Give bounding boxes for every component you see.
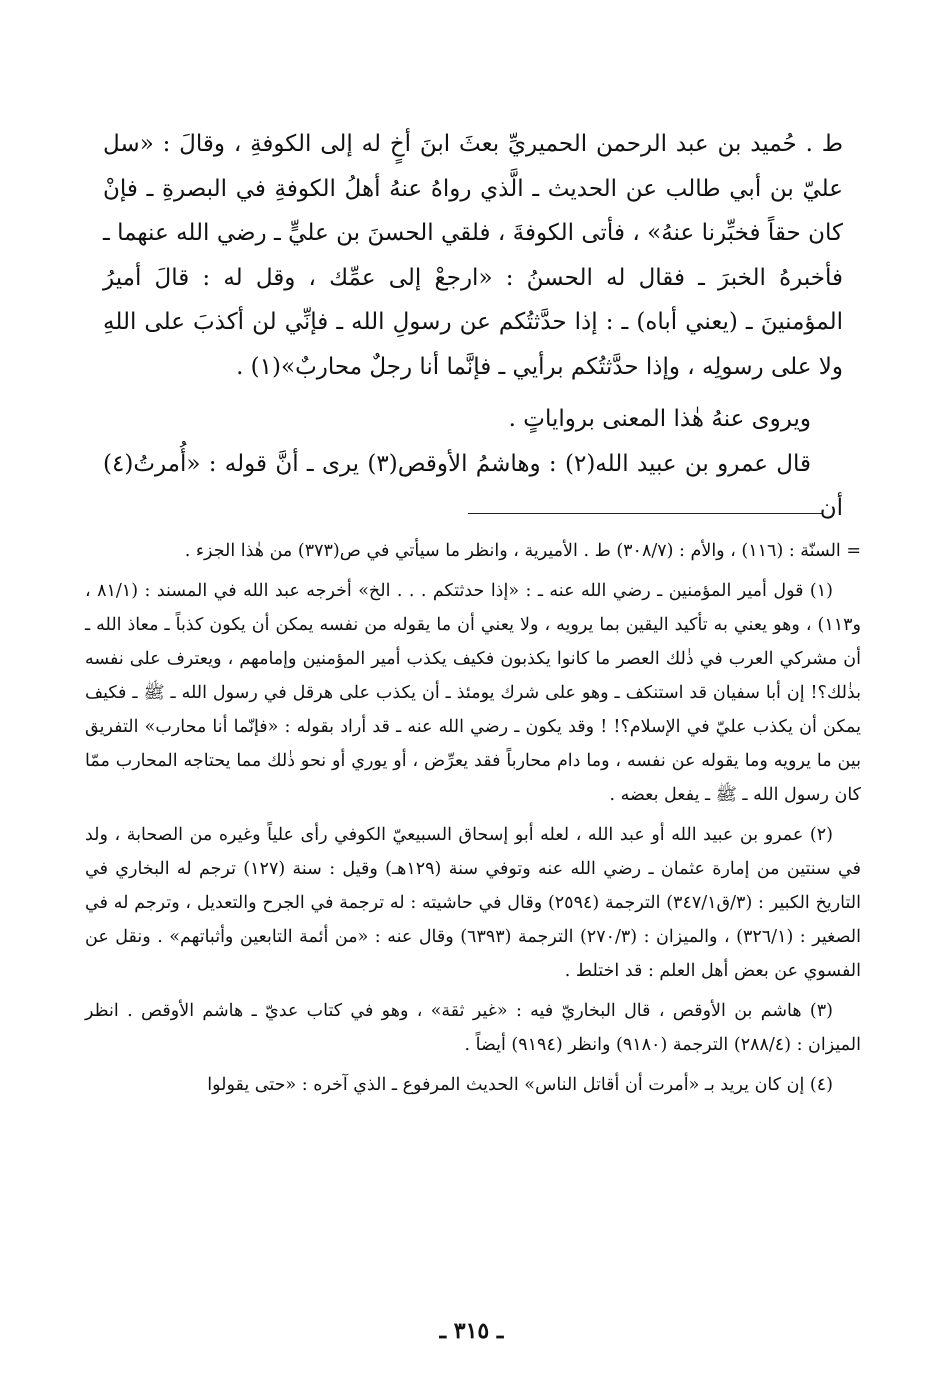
footnote-3: (٣) هاشم بن الأوقص ، قال البخاريّ فيه : «غير ثقة» ، وهو في كتاب عديّ ـ هاشم الأوقص . انظر الميزان : (٢٨٨/٤) الترجمة (٩١٨٠) وانظر (٩١٩٤) أيضاً . [85,1001,861,1055]
footnote-continuation: = السنّة : (١١٦) ، والأم : (٣٠٨/٧) ط . الأميرية ، وانظر ما سيأتي في ص(٣٧٣) من هٰذا الجزء . [184,541,861,561]
page-number: ـ ٣١٥ ـ [439,1318,504,1344]
main-paragraph-hadith: ط . حُميد بن عبد الرحمن الحميريِّ بعثَ ابنَ أخٍ له إلى الكوفةِ ، وقالَ : «سل عليّ بن أبي طالب عن الحديث ـ الَّذي رواهُ عنهُ أهلُ الكوفةِ في البصرةِ ـ فإنْ كان حقاً فخبِّرنا عنهُ» ، فأتى الكوفةَ ، فلقي الحسنَ بن عليٍّ ـ رضي الله عنهما ـ فأخبرهُ الخبرَ ـ فقال له الحسنُ : «ارجعْ إلى عمِّك ، وقل له : قالَ أميرُ المؤمنينَ ـ (يعني أباه) ـ : إذا حدَّثتُكم عن رسولِ الله ـ فإنِّي لن أكذبَ على اللهِ ولا على رسولِه ، وإذا حدَّثتُكم برأيي ـ فإنَّما أنا رجلٌ محاربٌ»(١) . [103,131,843,380]
main-paragraph-amr: قال عمرو بن عبيد الله(٢) : وهاشمُ الأوقص(٣) يرى ـ أنَّ قوله : «أُمرتُ(٤) أن [103,450,843,521]
main-paragraph-narrations: ويروى عنهُ هٰذا المعنى برواياتٍ . [508,406,811,432]
main-text-body [103,122,843,531]
footnotes-section [85,534,861,1102]
footnote-4: (٤) إن كان يريد بـ «أمرت أن أقاتل الناس» الحديث المرفوع ـ الذي آخره : «حتى يقولوا [207,1075,833,1095]
footnote-2: (٢) عمرو بن عبيد الله أو عبد الله ، لعله أبو إسحاق السبيعيّ الكوفي رأى علياً وغيره من الصحابة ، ولد في سنتين من إمارة عثمان ـ رضي الله عنه وتوفي سنة (١٢٩هـ) وقيل : سنة (١٢٧) ترجم له البخاري في التاريخ الكبير : (٣/ق٣٤٧/١) الترجمة (٢٥٩٤) وقال في حاشيته : له ترجمة في الجرح والتعديل ، وترجم له في الصغير : (٣٢٦/١) ، والميزان : (٢٧٠/٣) الترجمة (٦٣٩٣) وقال عنه : «من أئمة التابعين وأثباتهم» . ونقل عن الفسوي عن بعض أهل العلم : قد اختلط . [85,825,862,981]
footnote-separator [468,513,822,514]
footnote-1: (١) قول أمير المؤمنين ـ رضي الله عنه ـ : «إذا حدثتكم . . . الخ» أخرجه عبد الله في المسند : (٨١/١ ، و١١٣) ، وهو يعني به تأكيد اليقين بما يرويه ، ولا يعني أن ما يقوله من نفسه يمكن أن يكون كذباً ـ معاذ الله ـ أن مشركي العرب في ذٰلك العصر ما كانوا يكذبون فكيف يكذب أمير المؤمنين وإمامهم ، ويعترف على نفسه بذٰلك؟! إن أبا سفيان قد استنكف ـ وهو على شرك يومئذ ـ أن يكذب على هرقل في رسول الله ـ ﷺ ـ فكيف يمكن أن يكذب عليّ في الإسلام؟! ! وقد يكون ـ رضي الله عنه ـ قد أراد بقوله : «فإنّما أنا محارب» التفريق بين ما يرويه وما يقوله عن نفسه ، وما دام محارباً فقد يعرِّض ، أو يوري أو نحو ذٰلك مما يحتاجه المحارب ممّا كان رسول الله ـ ﷺ ـ يفعل بعضه . [85,581,861,805]
